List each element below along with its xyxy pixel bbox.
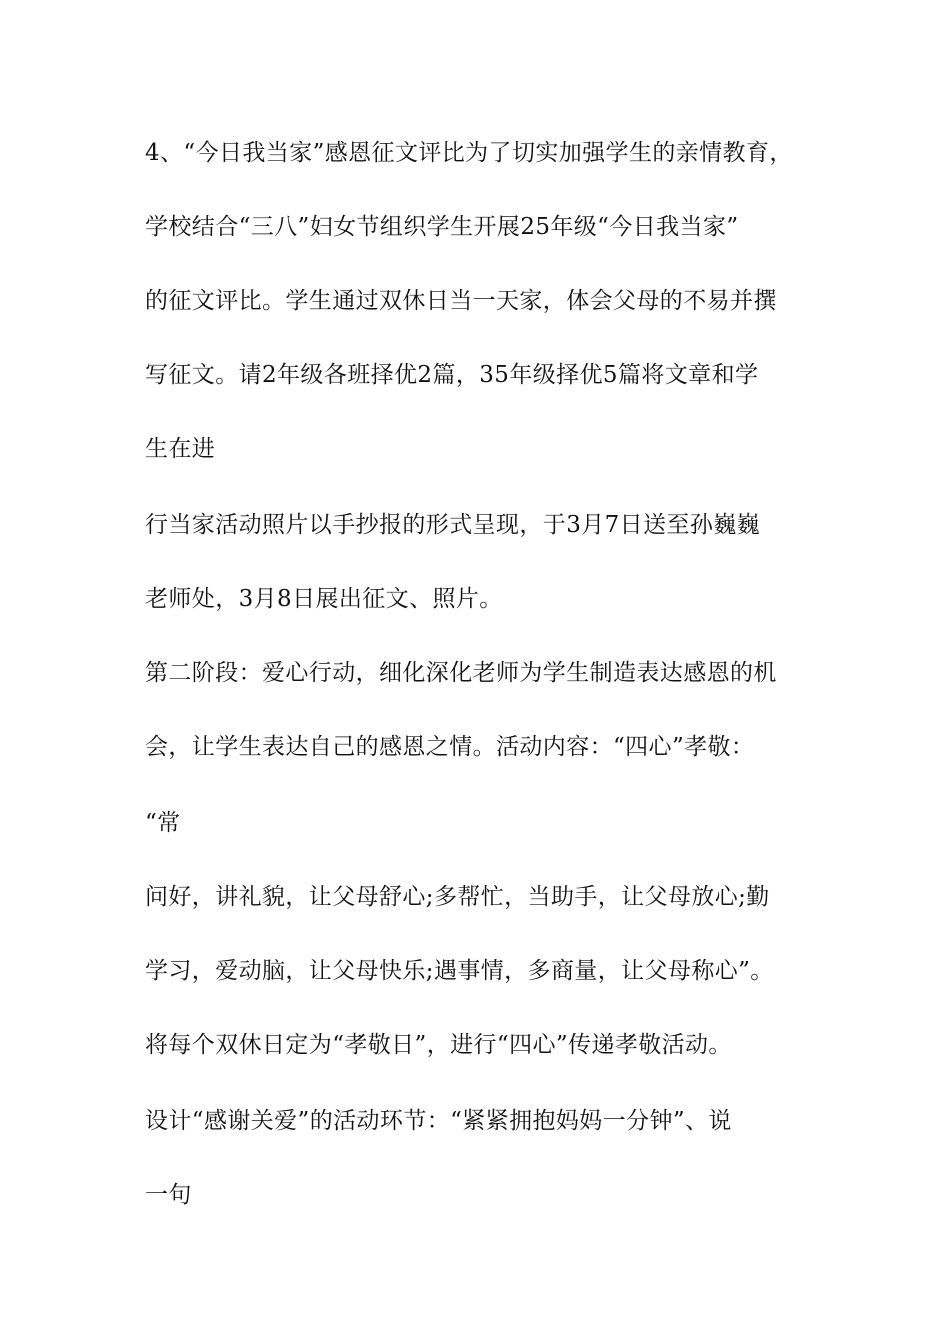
text-line-6: 行当家活动照片以手抄报的形式呈现，于3月7日送至孙巍巍 bbox=[145, 512, 761, 538]
text-line-1: 4、“今日我当家”感恩征文评比为了切实加强学生的亲情教育， bbox=[145, 140, 793, 166]
text-line-12: 学习，爱动脑，让父母快乐;遇事情，多商量，让父母称心”。 bbox=[145, 958, 774, 984]
text-line-5: 生在进 bbox=[145, 436, 216, 462]
text-line-14: 设计“感谢关爱”的活动环节：“紧紧拥抱妈妈一分钟”、说 bbox=[145, 1108, 732, 1134]
text-line-13: 将每个双休日定为“孝敬日”，进行“四心”传递孝敬活动。 bbox=[145, 1032, 732, 1058]
text-line-2: 学校结合“三八”妇女节组织学生开展25年级“今日我当家” bbox=[145, 214, 739, 240]
text-line-3: 的征文评比。学生通过双休日当一天家，体会父母的不易并撰 bbox=[145, 288, 777, 314]
text-line-10: “常 bbox=[145, 810, 181, 836]
text-line-9: 会，让学生表达自己的感恩之情。活动内容：“四心”孝敬： bbox=[145, 734, 755, 760]
text-line-4: 写征文。请2年级各班择优2篇，35年级择优5篇将文章和学 bbox=[145, 362, 759, 388]
text-line-11: 问好，讲礼貌，让父母舒心;多帮忙，当助手，让父母放心;勤 bbox=[145, 884, 770, 910]
text-line-7: 老师处，3月8日展出征文、照片。 bbox=[145, 586, 503, 612]
text-line-8: 第二阶段：爱心行动，细化深化老师为学生制造表达感恩的机 bbox=[145, 660, 777, 686]
text-line-15: 一句 bbox=[145, 1182, 192, 1208]
